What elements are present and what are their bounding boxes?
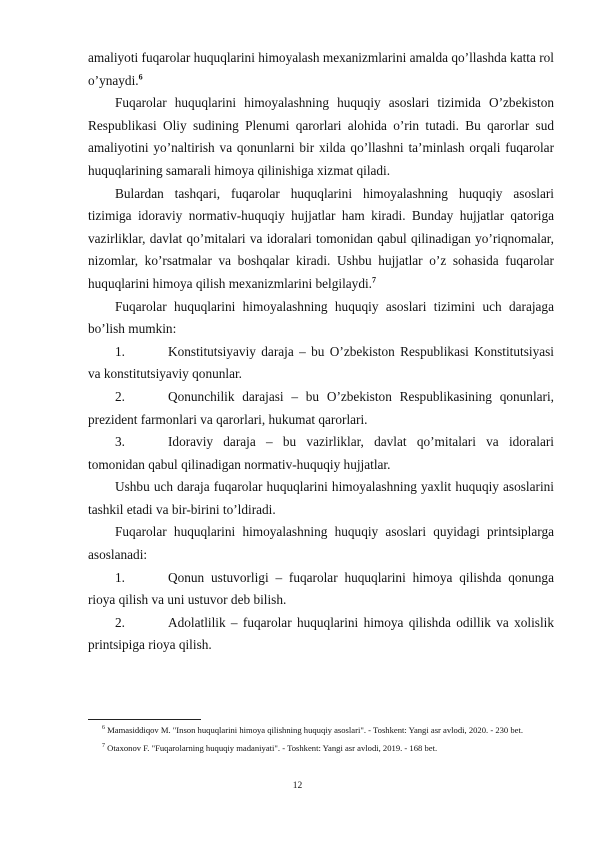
footnote-text: Mamasiddiqov M. "Inson huquqlarini himoya qilishning huquqiy asoslari". - Toshkent: Yangi asr avlodi, 2020. - 230 bet. (107, 725, 524, 735)
list-text: Idoraviy daraja – bu vazirliklar, davlat qo’mitalari va idoralari tomonidan qabul qilinadigan normativ-huquqiy hujjatlar. (88, 434, 554, 472)
list-number: 2. (115, 388, 125, 404)
footnote-7 (88, 740, 554, 758)
body-text (88, 47, 554, 657)
list-text: Konstitutsiyaviy daraja – bu O’zbekiston Respublikasi Konstitutsiyasi va konstitutsiyaviy qonunlar. (88, 343, 554, 382)
list-item (88, 341, 554, 386)
list-text: Adolatlilik – fuqarolar huquqlarini himoya qilishda odillik va xolislik printsipiga rioya qilish. (88, 614, 554, 653)
footnote-divider (88, 719, 201, 720)
paragraph-3-text: Bulardan tashqari, fuqarolar huquqlarini himoyalashning huquqiy asoslari tizimiga idoraviy normativ-huquqiy hujjatlar ham kiradi. Bunday hujjatlar qatoriga vazirliklar, davlat qo’mitalari va idoralari tomonidan qabul qilinadigan yo’riqnomalar, nizomlar, ko’rsatmalar va boshqalar kiradi. Ushbu hujjatlar o’z sohasida fuqarolar huquqlarini himoya qilish mexanizmlarini belgilaydi. (88, 185, 554, 291)
list-item (88, 431, 554, 476)
paragraph-6: Fuqarolar huquqlarini himoyalashning huquqiy asoslari quyidagi printsiplarga asoslanadi: (88, 524, 554, 563)
list-item (88, 386, 554, 431)
list-number: 3. (115, 434, 125, 450)
page-number: 12 (292, 781, 303, 791)
footnote-6 (88, 722, 554, 740)
paragraph-3 (88, 183, 554, 296)
list-text: Qonunchilik darajasi – bu O’zbekiston Respublikasining qonunlari, prezident farmonlari va qarorlari, hukumat qarorlari. (88, 388, 554, 427)
list-number: 1. (115, 343, 125, 359)
paragraph-4: Fuqarolar huquqlarini himoyalashning huquqiy asoslari tizimini uch darajaga bo’lish mumkin: (88, 298, 554, 337)
paragraph-1-text: amaliyoti fuqarolar huquqlarini himoyalash mexanizmlarini amalda qo’llashda katta rol o’ynaydi. (88, 50, 554, 88)
list-item (88, 612, 554, 657)
footnote-ref-7[interactable]: 7 (371, 275, 376, 285)
paragraph-5: Ushbu uch daraja fuqarolar huquqlarini himoyalashning yaxlit huquqiy asoslarini tashkil etadi va bir-birini to’ldiradi. (88, 479, 554, 517)
footnote-text: Otaxonov F. "Fuqarolarning huquqiy madaniyati". - Toshkent: Yangi asr avlodi, 2019. - 168 bet. (107, 742, 438, 753)
footnotes (88, 722, 554, 757)
footnote-number: 7 (102, 742, 105, 749)
footnote-ref-6[interactable]: 6 (138, 72, 143, 82)
list-text: Qonun ustuvorligi – fuqarolar huquqlarini himoya qilishda qonunga rioya qilish va uni ustuvor deb bilish. (88, 569, 554, 608)
paragraph-2: Fuqarolar huquqlarini himoyalashning huquqiy asoslari tizimida O’zbekiston Respublikasi Oliy sudining Plenumi qarorlari alohida o’rin tutadi. Bu qarorlar sud amaliyotini yo’naltirish va qonunlarni bir xilda qo’llashni ta’minlash orqali fuqarolar huquqlarining samarali himoya qilinishiga xizmat qiladi. (88, 95, 554, 178)
list-number: 1. (115, 569, 125, 585)
list-number: 2. (115, 614, 125, 630)
paragraph-1 (88, 47, 554, 92)
list-item (88, 567, 554, 612)
footnote-number: 6 (102, 725, 105, 732)
